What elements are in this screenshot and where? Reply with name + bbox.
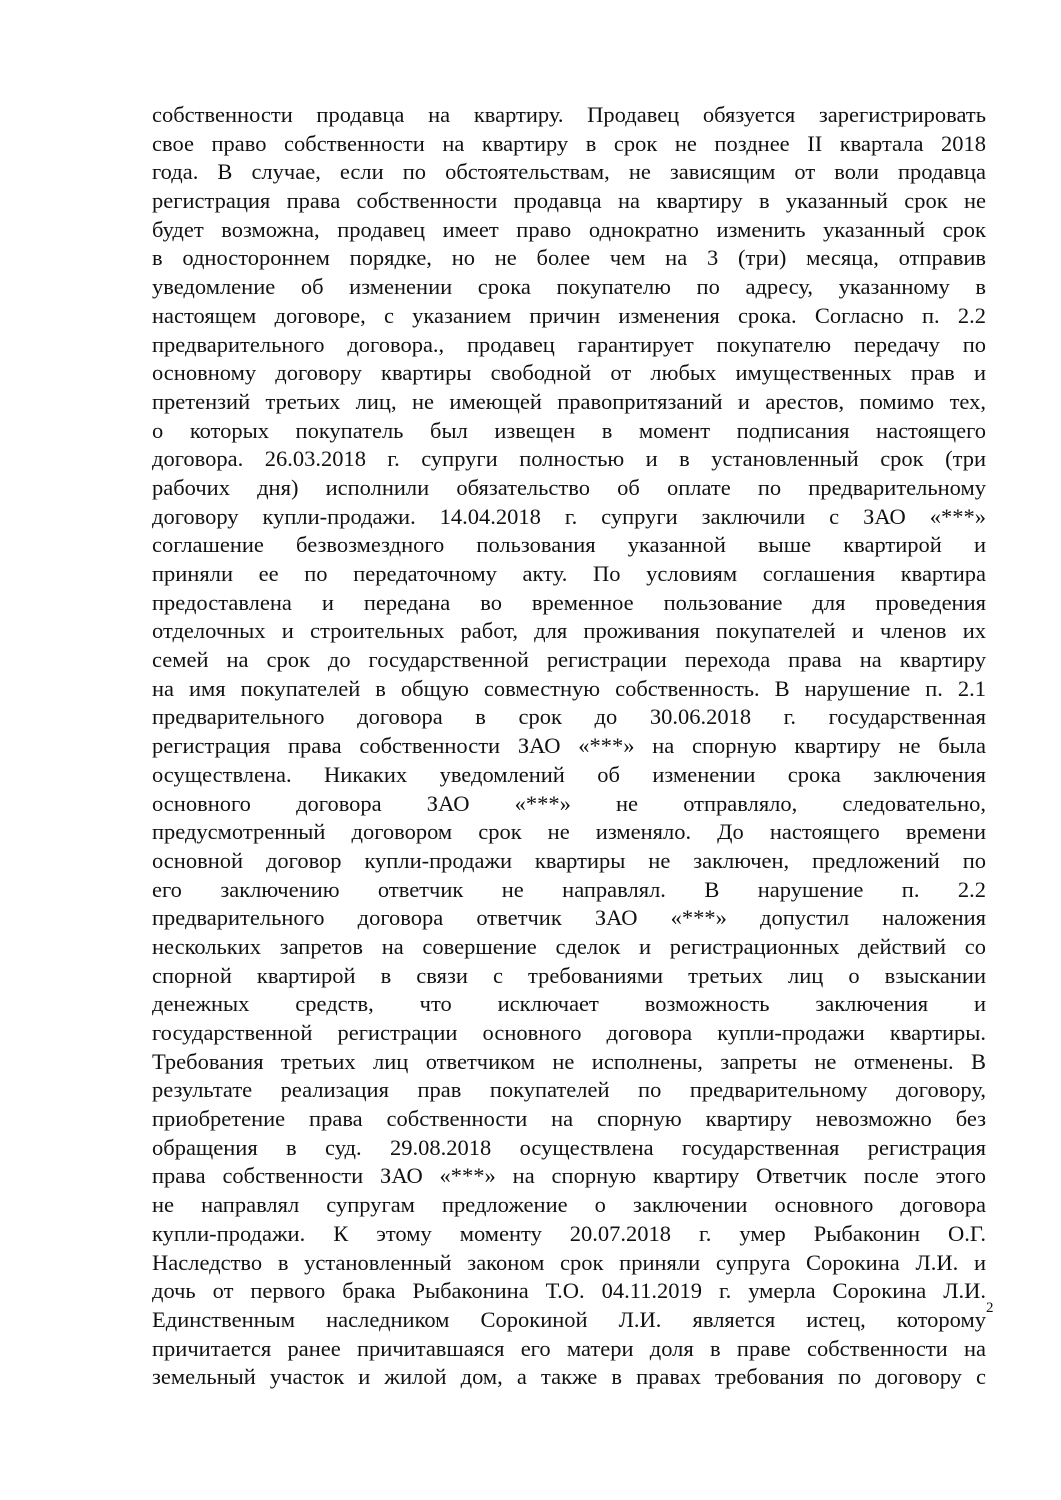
text-line: соглашение безвозмездного пользования указанной выше квартирой и — [152, 532, 986, 558]
text-line: купли-продажи. К этому моменту 20.07.2018 г. умер Рыбаконин О.Г. — [152, 1220, 986, 1246]
text-line: осуществлена. Никаких уведомлений об изменении срока заключения — [152, 761, 986, 787]
text-line: предварительного договора ответчик ЗАО «***» допустил наложения — [152, 905, 986, 931]
text-line: в одностороннем порядке, но не более чем на 3 (три) месяца, отправив — [152, 245, 986, 271]
text-line: претензий третьих лиц, не имеющей правопритязаний и арестов, помимо тех, — [152, 388, 986, 414]
text-line: Единственным наследником Сорокиной Л.И. является истец, которому — [152, 1306, 986, 1332]
text-line: уведомление об изменении срока покупателю по адресу, указанному в — [152, 274, 986, 300]
text-line: дочь от первого брака Рыбаконина Т.О. 04.11.2019 г. умерла Сорокина Л.И. — [152, 1278, 986, 1304]
text-line: отделочных и строительных работ, для проживания покупателей и членов их — [152, 618, 986, 644]
text-line: регистрация права собственности продавца на квартиру в указанный срок не — [152, 188, 986, 214]
text-line: спорной квартирой в связи с требованиями третьих лиц о взыскании — [152, 962, 986, 988]
text-line: земельный участок и жилой дом, а также в правах требования по договору с — [152, 1364, 986, 1390]
text-line: настоящем договоре, с указанием причин изменения срока. Согласно п. 2.2 — [152, 302, 986, 328]
text-line: приобретение права собственности на спорную квартиру невозможно без — [152, 1106, 986, 1132]
document-body — [152, 101, 986, 1392]
text-line: не направлял супругам предложение о заключении основного договора — [152, 1192, 986, 1218]
text-line: предварительного договора., продавец гарантирует покупателю передачу по — [152, 331, 986, 357]
page-number: 2 — [986, 1300, 994, 1316]
text-line: рабочих дня) исполнили обязательство об оплате по предварительному — [152, 474, 986, 500]
text-line: регистрация права собственности ЗАО «***» на спорную квартиру не была — [152, 733, 986, 759]
text-line: денежных средств, что исключает возможность заключения и — [152, 991, 986, 1017]
text-line: свое право собственности на квартиру в срок не позднее II квартала 2018 — [152, 130, 986, 156]
text-line: основной договор купли-продажи квартиры не заключен, предложений по — [152, 847, 986, 873]
text-line: Требования третьих лиц ответчиком не исполнены, запреты не отменены. В — [152, 1048, 986, 1074]
text-line: предусмотренный договором срок не изменяло. До настоящего времени — [152, 819, 986, 845]
text-line: основному договору квартиры свободной от любых имущественных прав и — [152, 360, 986, 386]
text-line: Наследство в установленный законом срок приняли супруга Сорокина Л.И. и — [152, 1249, 986, 1275]
text-line: права собственности ЗАО «***» на спорную квартиру Ответчик после этого — [152, 1163, 986, 1189]
text-line: о которых покупатель был извещен в момент подписания настоящего — [152, 417, 986, 443]
text-line: обращения в суд. 29.08.2018 осуществлена государственная регистрация — [152, 1134, 986, 1160]
text-line: семей на срок до государственной регистрации перехода права на квартиру — [152, 647, 986, 673]
text-line: договору купли-продажи. 14.04.2018 г. супруги заключили с ЗАО «***» — [152, 503, 986, 529]
text-line: договора. 26.03.2018 г. супруги полностью и в установленный срок (три — [152, 446, 986, 472]
text-line: будет возможна, продавец имеет право однократно изменить указанный срок — [152, 216, 986, 242]
text-line: предварительного договора в срок до 30.06.2018 г. государственная — [152, 704, 986, 730]
text-line: причитается ранее причитавшаяся его матери доля в праве собственности на — [152, 1335, 986, 1361]
text-line: года. В случае, если по обстоятельствам, не зависящим от воли продавца — [152, 159, 986, 185]
text-line: собственности продавца на квартиру. Продавец обязуется зарегистрировать — [152, 102, 986, 127]
text-line: на имя покупателей в общую совместную собственность. В нарушение п. 2.1 — [152, 675, 986, 701]
text-line: основного договора ЗАО «***» не отправляло, следовательно, — [152, 790, 986, 816]
text-line: государственной регистрации основного договора купли-продажи квартиры. — [152, 1020, 986, 1045]
text-line: предоставлена и передана во временное пользование для проведения — [152, 589, 986, 615]
text-line: его заключению ответчик не направлял. В нарушение п. 2.2 — [152, 876, 986, 902]
text-line: нескольких запретов на совершение сделок и регистрационных действий со — [152, 933, 986, 959]
text-line: приняли ее по передаточному акту. По условиям соглашения квартира — [152, 561, 986, 586]
text-line: результате реализация прав покупателей по предварительному договору, — [152, 1077, 986, 1103]
